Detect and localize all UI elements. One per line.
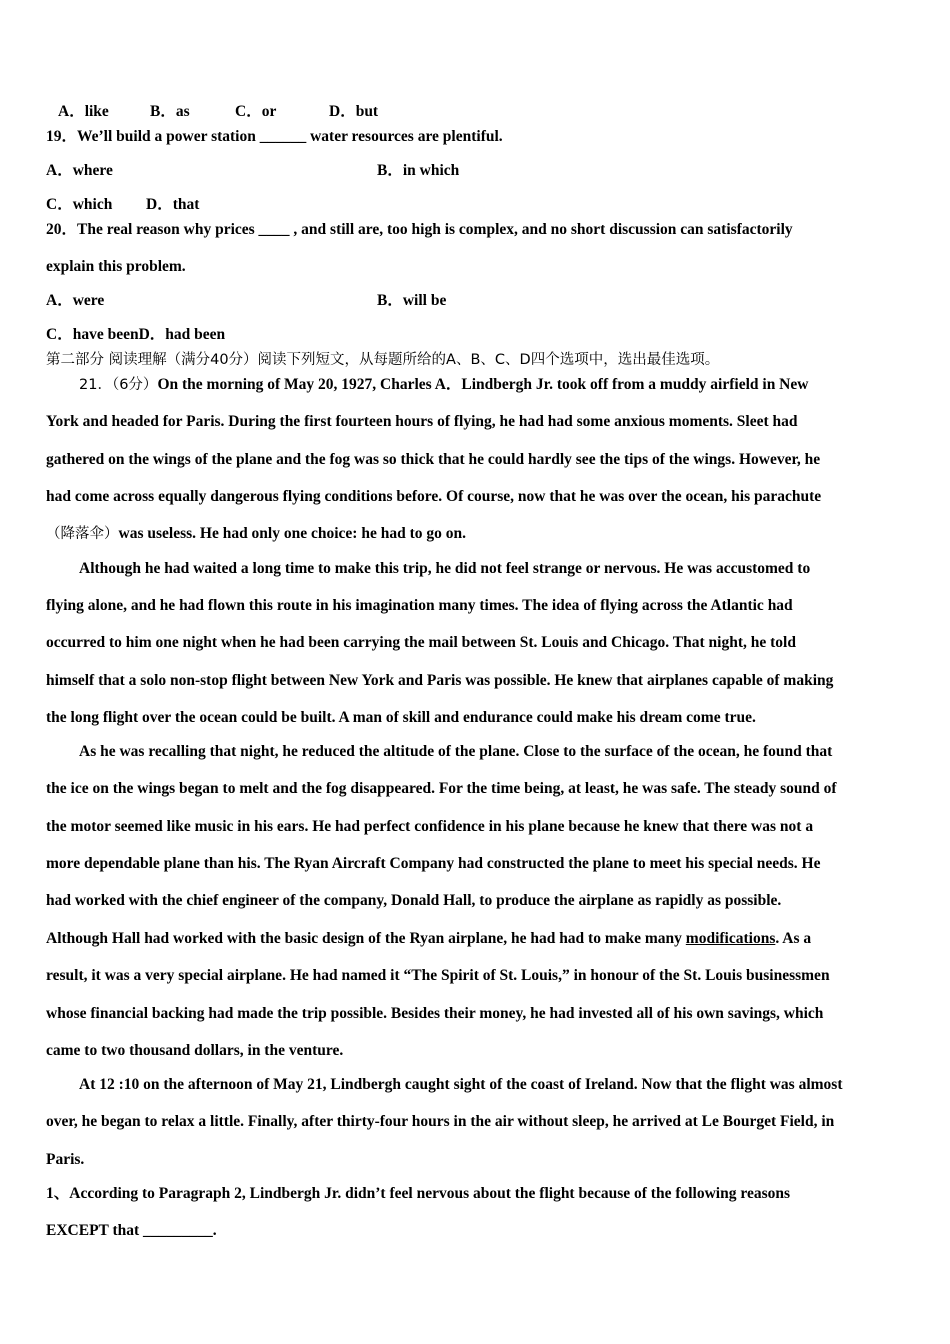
q19-option-c: C．which <box>46 196 113 213</box>
question-1-line-1: 1、According to Paragraph 2, Lindbergh Jr. didn’t feel nervous about the flight because of the following reasons <box>46 1185 791 1202</box>
passage-p4-line-2: over, he began to relax a little. Finally, after thirty-four hours in the air without sleep, he arrived at Le Bourget Field, in <box>46 1113 835 1130</box>
q20-stem-line-1: 20．The real reason why prices ____ , and still are, too high is complex, and no short discussion can satisfactorily <box>46 221 793 238</box>
q19-option-a: A．where <box>46 162 113 179</box>
q19-option-b: B．in which <box>377 162 460 179</box>
underlined-word: modifications <box>685 930 776 947</box>
q18-option-d: D．but <box>329 103 379 120</box>
passage-p1-line-2: York and headed for Paris. During the first fourteen hours of flying, he had had some anxious moments. Sleet had <box>46 413 798 430</box>
q20-options-cd <box>46 325 225 345</box>
passage-p1-line-3: gathered on the wings of the plane and the fog was so thick that he could hardly see the tips of the wings. However, he <box>46 451 821 468</box>
passage-p2-line-4: himself that a solo non-stop flight between New York and Paris was possible. He knew that airplanes capable of making <box>46 672 834 689</box>
passage-p2-line-2: flying alone, and he had flown this route in his imagination many times. The idea of flying across the Atlantic had <box>46 597 793 614</box>
passage-p3-line-9: came to two thousand dollars, in the venture. <box>46 1042 344 1059</box>
passage-p3-line-7: result, it was a very special airplane. He had named it “The Spirit of St. Louis,” in honour of the St. Louis businessmen <box>46 967 830 984</box>
passage-p3-line-5: had worked with the chief engineer of the company, Donald Hall, to produce the airplane as rapidly as possible. <box>46 892 782 909</box>
passage-p1-line-5 <box>46 524 466 544</box>
passage-text: was useless. He had only one choice: he had to go on. <box>118 525 466 542</box>
q19-stem: 19．We’ll build a power station ______ water resources are plentiful. <box>46 128 503 145</box>
question-number: 21．（6分） <box>79 377 158 393</box>
passage-p3-line-8: whose financial backing had made the trip possible. Besides their money, he had invested all of his own savings, which <box>46 1005 824 1022</box>
q20-option-b: B．will be <box>377 292 447 309</box>
passage-p2-line-3: occurred to him one night when he had been carrying the mail between St. Louis and Chicago. That night, he told <box>46 634 796 651</box>
passage-p4-line-1: At 12 :10 on the afternoon of May 21, Lindbergh caught sight of the coast of Ireland. Now that the flight was almost <box>79 1076 843 1093</box>
q18-option-c: C．or <box>235 103 277 120</box>
passage-text: . As a <box>775 930 812 947</box>
q20-option-d: D．had been <box>138 326 226 343</box>
parachute-gloss: （降落伞） <box>46 526 119 542</box>
passage-p3-line-3: the motor seemed like music in his ears. He had perfect confidence in his plane because he knew that there was not a <box>46 818 814 835</box>
q18-option-a: A．like <box>58 103 109 120</box>
question-1-line-2: EXCEPT that _________. <box>46 1222 217 1239</box>
q20-stem-line-2: explain this problem. <box>46 258 186 275</box>
passage-p3-line-6 <box>46 929 811 949</box>
q18-option-b: B．as <box>150 103 190 120</box>
passage-p2-line-1: Although he had waited a long time to make this trip, he did not feel strange or nervous. He was accustomed to <box>79 560 811 577</box>
q20-option-c: C．have been <box>46 326 139 343</box>
passage-p2-line-5: the long flight over the ocean could be built. A man of skill and endurance could make his dream come true. <box>46 709 756 726</box>
passage-text: On the morning of May 20, 1927, Charles A．Lindbergh Jr. took off from a muddy airfield in New <box>157 376 809 393</box>
passage-p1-line-1 <box>79 375 808 395</box>
passage-p3-line-2: the ice on the wings began to melt and the fog disappeared. For the time being, at least, he was safe. The steady sound of <box>46 780 837 797</box>
passage-p4-line-3: Paris. <box>46 1151 85 1168</box>
q20-option-a: A．were <box>46 292 105 309</box>
passage-p1-line-4: had come across equally dangerous flying conditions before. Of course, now that he was over the ocean, his parachute <box>46 488 822 505</box>
passage-p3-line-1: As he was recalling that night, he reduced the altitude of the plane. Close to the surface of the ocean, he found that <box>79 743 833 760</box>
passage-text: Although Hall had worked with the basic design of the Ryan airplane, he had had to make many <box>46 930 686 947</box>
section-heading: 第二部分 阅读理解（满分40分）阅读下列短文，从每题所给的A、B、C、D四个选项中，选出最佳选项。 <box>46 352 720 368</box>
passage-p3-line-4: more dependable plane than his. The Ryan Aircraft Company had constructed the plane to meet his special needs. He <box>46 855 821 872</box>
q19-option-d: D．that <box>146 196 200 213</box>
